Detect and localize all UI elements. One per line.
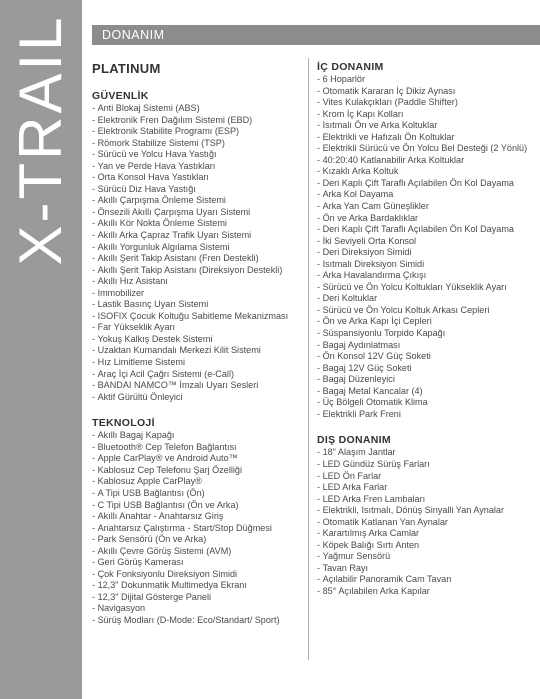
section-dis-donanim bbox=[317, 434, 539, 597]
section-title: GÜVENLİK bbox=[92, 90, 149, 102]
feature-list-item: - Açılabilir Panoramik Cam Tavan bbox=[317, 574, 539, 586]
feature-list-item: - Akıllı Çevre Görüş Sistemi (AVM) bbox=[92, 546, 302, 558]
feature-list-item: - Sürüş Modları (D-Mode: Eco/Standart/ Sport) bbox=[92, 615, 302, 627]
feature-list-item: - Arka Kol Dayama bbox=[317, 189, 539, 201]
feature-list-item: - Vites Kulakçıkları (Paddle Shifter) bbox=[317, 97, 539, 109]
feature-list-item: - A Tipi USB Bağlantısı (Ön) bbox=[92, 488, 302, 500]
feature-list-item: - Deri Koltuklar bbox=[317, 293, 539, 305]
feature-list-item: - Aktif Gürültü Önleyici bbox=[92, 392, 302, 404]
feature-list-item: - Önsezili Akıllı Çarpışma Uyarı Sistemi bbox=[92, 207, 302, 219]
feature-list-item: - Akıllı Şerit Takip Asistanı (Fren Destekli) bbox=[92, 253, 302, 265]
section-ic-donanim bbox=[317, 61, 539, 420]
feature-list-item: - Elektrikli Sürücü ve Ön Yolcu Bel Desteği (2 Yönlü) bbox=[317, 143, 539, 155]
feature-list-item: - Isıtmalı Direksiyon Simidi bbox=[317, 259, 539, 271]
feature-list-item: - Sürücü ve Ön Yolcu Koltukları Yükseklik Ayarı bbox=[317, 282, 539, 294]
brand-logo-text: X-TRAIL bbox=[7, 14, 74, 266]
feature-list-item: - 12,3" Dijital Gösterge Paneli bbox=[92, 592, 302, 604]
feature-list-item: - BANDAI NAMCO™ İmzalı Uyarı Sesleri bbox=[92, 380, 302, 392]
feature-list-item: - Kablosuz Cep Telefonu Şarj Özelliği bbox=[92, 465, 302, 477]
feature-list-item: - Ön ve Arka Kapı İçi Cepleri bbox=[317, 316, 539, 328]
section-teknoloji bbox=[92, 417, 302, 626]
feature-list-item: - Akıllı Şerit Takip Asistanı (Direksiyon Destekli) bbox=[92, 265, 302, 277]
feature-list-item: - Yokuş Kalkış Destek Sistemi bbox=[92, 334, 302, 346]
feature-list-item: - Akıllı Hız Asistanı bbox=[92, 276, 302, 288]
feature-list-item: - Yan ve Perde Hava Yastıkları bbox=[92, 161, 302, 173]
feature-list-item: - Elektronik Fren Dağılım Sistemi (EBD) bbox=[92, 115, 302, 127]
feature-list-item: - Deri Direksiyon Simidi bbox=[317, 247, 539, 259]
feature-list-item: - Far Yükseklik Ayarı bbox=[92, 322, 302, 334]
feature-list-item: - Römork Stabilize Sistemi (TSP) bbox=[92, 138, 302, 150]
feature-list-item: - Bagaj Aydınlatması bbox=[317, 340, 539, 352]
feature-list-item: - Uzaktan Kumandalı Merkezi Kilit Sistemi bbox=[92, 345, 302, 357]
feature-list-item: - LED Arka Farlar bbox=[317, 482, 539, 494]
feature-list-item: - Lastik Basınç Uyarı Sistemi bbox=[92, 299, 302, 311]
feature-list-item: - Karartılmış Arka Camlar bbox=[317, 528, 539, 540]
feature-list-item: - Anahtarsız Çalıştırma - Start/Stop Düğmesi bbox=[92, 523, 302, 535]
column-divider bbox=[308, 58, 309, 660]
feature-list-item: - Sürücü ve Yolcu Hava Yastığı bbox=[92, 149, 302, 161]
feature-list-item: - Ön Konsol 12V Güç Soketi bbox=[317, 351, 539, 363]
feature-list-item: - 12,3" Dokunmatik Multimedya Ekranı bbox=[92, 580, 302, 592]
feature-list-item: - LED Gündüz Sürüş Farları bbox=[317, 459, 539, 471]
feature-list-item: - Kablosuz Apple CarPlay® bbox=[92, 476, 302, 488]
feature-list-item: - Anti Blokaj Sistemi (ABS) bbox=[92, 103, 302, 115]
sidebar-band bbox=[0, 0, 82, 699]
feature-list-item: - Geri Görüş Kamerası bbox=[92, 557, 302, 569]
section-header-title: DONANIM bbox=[102, 28, 165, 42]
feature-list-item: - Hız Limitleme Sistemi bbox=[92, 357, 302, 369]
feature-list-item: - 40:20:40 Katlanabilir Arka Koltuklar bbox=[317, 155, 539, 167]
feature-list-item: - Araç İçi Acil Çağrı Sistemi (e-Call) bbox=[92, 369, 302, 381]
section-title: TEKNOLOJİ bbox=[92, 417, 155, 430]
feature-list-item: - Otomatik Kararan İç Dikiz Aynası bbox=[317, 86, 539, 98]
feature-list-item: - Bagaj Düzenleyici bbox=[317, 374, 539, 386]
feature-list-item: - Bluetooth® Cep Telefon Bağlantısı bbox=[92, 442, 302, 454]
feature-list-item: - Immobilizer bbox=[92, 288, 302, 300]
feature-list-item: - LED Arka Fren Lambaları bbox=[317, 494, 539, 506]
feature-list-item: - LED Ön Farlar bbox=[317, 471, 539, 483]
feature-list-item: - Çok Fonksiyonlu Direksiyon Simidi bbox=[92, 569, 302, 581]
feature-list-item: - Kızaklı Arka Koltuk bbox=[317, 166, 539, 178]
feature-list-item: - Arka Yan Cam Güneşlikler bbox=[317, 201, 539, 213]
feature-list-item: - Akıllı Arka Çapraz Trafik Uyarı Sistemi bbox=[92, 230, 302, 242]
feature-list-item: - Apple CarPlay® ve Android Auto™ bbox=[92, 453, 302, 465]
feature-list-item: - Bagaj 12V Güç Soketi bbox=[317, 363, 539, 375]
feature-list-item: - Tavan Rayı bbox=[317, 563, 539, 575]
right-column bbox=[317, 61, 539, 612]
feature-list-item: - Bagaj Metal Kancalar (4) bbox=[317, 386, 539, 398]
feature-list-item: - Park Sensörü (Ön ve Arka) bbox=[92, 534, 302, 546]
section-guvenlik bbox=[92, 90, 302, 403]
feature-list-item: - Yağmur Sensörü bbox=[317, 551, 539, 563]
section-title: DIŞ DONANIM bbox=[317, 434, 391, 447]
feature-list-item: - Süspansiyonlu Torpido Kapağı bbox=[317, 328, 539, 340]
feature-list-item: - Krom İç Kapı Kolları bbox=[317, 109, 539, 121]
feature-list-item: - Isıtmalı Ön ve Arka Koltuklar bbox=[317, 120, 539, 132]
feature-list-item: - İki Seviyeli Orta Konsol bbox=[317, 236, 539, 248]
feature-list-item: - Elektrikli ve Hafızalı Ön Koltuklar bbox=[317, 132, 539, 144]
feature-list-item: - Akıllı Bagaj Kapağı bbox=[92, 430, 302, 442]
section-title: İÇ DONANIM bbox=[317, 61, 384, 73]
feature-list-item: - Köpek Balığı Sırtı Anten bbox=[317, 540, 539, 552]
feature-list-item: - Akıllı Kör Nokta Önleme Sistemi bbox=[92, 218, 302, 230]
feature-list-item: - Navigasyon bbox=[92, 603, 302, 615]
feature-list-item: - Deri Kaplı Çift Taraflı Açılabilen Ön Kol Dayama bbox=[317, 178, 539, 190]
feature-list-item: - Üç Bölgeli Otomatik Klima bbox=[317, 397, 539, 409]
feature-list-item: - Elektrikli Park Freni bbox=[317, 409, 539, 421]
feature-list-item: - Orta Konsol Hava Yastıkları bbox=[92, 172, 302, 184]
feature-list-item: - Akıllı Yorgunluk Algılama Sistemi bbox=[92, 242, 302, 254]
feature-list-item: - Deri Kaplı Çift Taraflı Açılabilen Ön Kol Dayama bbox=[317, 224, 539, 236]
feature-list-item: - Elektrikli, Isıtmalı, Dönüş Sinyalli Yan Aynalar bbox=[317, 505, 539, 517]
left-column bbox=[92, 90, 302, 641]
feature-list-item: - 6 Hoparlör bbox=[317, 74, 539, 86]
feature-list-item: - C Tipi USB Bağlantısı (Ön ve Arka) bbox=[92, 500, 302, 512]
feature-list-item: - Sürücü Diz Hava Yastığı bbox=[92, 184, 302, 196]
feature-list-item: - Sürücü ve Ön Yolcu Koltuk Arkası Cepleri bbox=[317, 305, 539, 317]
feature-list-item: - Elektronik Stabilite Programı (ESP) bbox=[92, 126, 302, 138]
feature-list-item: - 85° Açılabilen Arka Kapılar bbox=[317, 586, 539, 598]
section-header-bar bbox=[92, 25, 540, 45]
feature-list-item: - Akıllı Anahtar - Anahtarsız Giriş bbox=[92, 511, 302, 523]
trim-title: PLATINUM bbox=[92, 61, 161, 76]
feature-list-item: - Otomatik Katlanan Yan Aynalar bbox=[317, 517, 539, 529]
feature-list-item: - ISOFIX Çocuk Koltuğu Sabitleme Mekanizması bbox=[92, 311, 302, 323]
feature-list-item: - Ön ve Arka Bardaklıklar bbox=[317, 213, 539, 225]
feature-list-item: - 18" Alaşım Jantlar bbox=[317, 447, 539, 459]
feature-list-item: - Akıllı Çarpışma Önleme Sistemi bbox=[92, 195, 302, 207]
feature-list-item: - Arka Havalandırma Çıkışı bbox=[317, 270, 539, 282]
